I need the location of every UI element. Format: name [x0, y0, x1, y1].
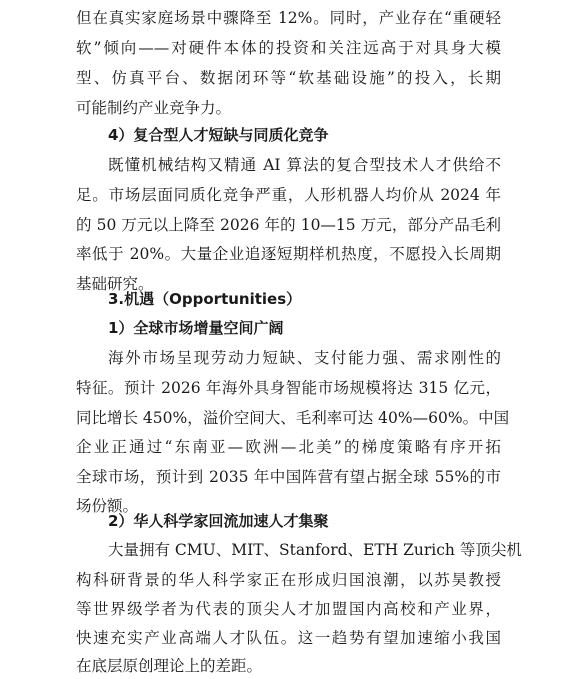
text-line: 企业正通过“东南亚—欧洲—北美”的梯度策略有序开拓: [76, 438, 501, 456]
text-line: 全球市场，预计到 2035 年中国阵营有望占据全球 55%的市: [76, 468, 501, 486]
text-line: 同比增长 450%，溢价空间大、毛利率可达 40%—60%。中国: [76, 409, 510, 427]
text-line: 的 50 万元以上降至 2026 年的 10—15 万元，部分产品毛利: [76, 216, 501, 234]
section-heading: 4）复合型人才短缺与同质化竞争: [108, 126, 329, 144]
text-line: 率低于 20%。大量企业追逐短期样机热度，不愿投入长周期: [76, 245, 501, 263]
text-line: 可能制约产业竞争力。: [76, 99, 232, 117]
text-line: 场份额。: [76, 497, 139, 515]
text-line: 软”倾向——对硬件本体的投资和关注远高于对具身大模: [76, 39, 501, 57]
section-heading: 2）华人科学家回流加速人才集聚: [108, 512, 329, 530]
text-line: 基础研究。: [76, 275, 154, 293]
text-line: 快速充实产业高端人才队伍。这一趋势有望加速缩小我国: [76, 629, 501, 647]
text-line: 足。市场层面同质化竞争严重，人形机器人均价从 2024 年: [76, 186, 501, 204]
section-heading: 1）全球市场增量空间广阔: [108, 319, 284, 337]
text-line: 但在真实家庭场景中骤降至 12%。同时，产业存在“重硬轻: [76, 9, 501, 27]
text-line: 构科研背景的华人科学家正在形成归国浪潮，以苏昊教授: [76, 571, 501, 589]
text-line: 既懂机械结构又精通 AI 算法的复合型技术人才供给不: [108, 156, 501, 174]
text-line: 型、仿真平台、数据闭环等“软基础设施”的投入，长期: [76, 69, 501, 87]
text-line: 海外市场呈现劳动力短缺、支付能力强、需求刚性的: [108, 349, 501, 367]
section-heading: 3.机遇（Opportunities）: [108, 290, 302, 308]
text-line: 特征。预计 2026 年海外具身智能市场规模将达 315 亿元，: [76, 379, 501, 397]
text-line: 在底层原创理论上的差距。: [76, 657, 263, 675]
text-line: 等世界级学者为代表的顶尖人才加盟国内高校和产业界，: [76, 600, 501, 618]
text-line: 大量拥有 CMU、MIT、Stanford、ETH Zurich 等顶尖机: [108, 541, 522, 559]
